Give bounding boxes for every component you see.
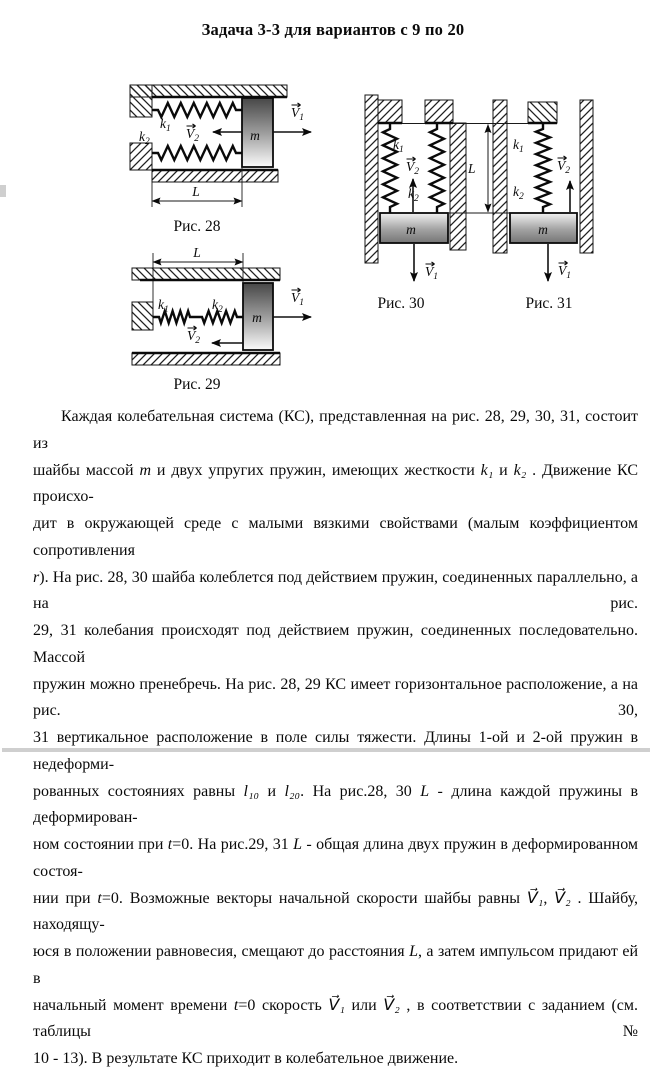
math-variable: L xyxy=(293,836,303,853)
paragraph-line-9 xyxy=(33,832,638,886)
math-variable: m xyxy=(139,461,152,479)
scan-artifact-bottom xyxy=(2,748,650,752)
text-segment: - длина каждой пружины в деформирован- xyxy=(33,782,638,827)
math-variable: t xyxy=(167,836,173,853)
paragraph-line-13 xyxy=(33,1046,638,1073)
fig31-k1-label: $k_1$ xyxy=(513,137,524,155)
fig29-left-wall xyxy=(132,302,153,330)
paragraph-line-3 xyxy=(33,511,638,565)
fig30-caption: Рис. 30 xyxy=(377,295,425,312)
fig29-v1-label xyxy=(291,288,304,308)
fig28-ceiling-wall xyxy=(130,85,287,97)
text-segment: юся в положении равновесия, смещают до расстояния xyxy=(33,943,410,960)
text-segment: - общая длина двух пружин в деформированном состоя- xyxy=(33,836,639,880)
fig30-ceiling-block-2 xyxy=(425,100,453,123)
fig30-spring-k2 xyxy=(430,123,444,213)
fig28-k2-label: $k_2$ xyxy=(139,129,150,147)
text-segment: 31 вертикальное расположение в поле силы тяжести. Длины 1-ой и 2-ой пружин в недеформи- xyxy=(33,729,638,773)
text-segment: Каждая колебательная система (КС), представленная на рис. 28, 29, 30, 31, состоит из xyxy=(33,408,638,452)
text-segment: дит в окружающей среде с малыми вязкими свойствами (малым коэффициентом сопротивления xyxy=(33,515,638,559)
text-segment: , в соответствии с заданием (см. таблицы № xyxy=(33,996,639,1041)
text-segment: . На рис.28, 30 xyxy=(300,782,421,800)
paragraph-line-8 xyxy=(33,779,638,833)
fig31-mass-label: m xyxy=(538,222,548,237)
length-label: L xyxy=(468,161,476,176)
text-segment: и xyxy=(259,782,285,800)
fig29-k1-label: $k_1$ xyxy=(158,297,169,315)
text-segment: и xyxy=(493,461,514,479)
text-segment: пружин можно пренебречь. На рис. 28, 29 КС имеет горизонтальное расположение, а на рис. 30, xyxy=(33,675,638,720)
fig31-spring-series xyxy=(536,123,550,213)
math-variable: V⃗₁ xyxy=(526,889,544,907)
fig29-spring-k1 xyxy=(153,311,196,323)
text-segment: нии при xyxy=(33,889,98,907)
math-variable: r xyxy=(33,568,40,586)
svg-text:V2: $V_2$ xyxy=(187,328,200,346)
text-segment: и двух упругих пружин, имеющих жесткости xyxy=(151,461,481,479)
math-variable: l₂₀ xyxy=(284,782,301,800)
fig28-v2-label xyxy=(186,124,199,144)
fig31-ceiling-block xyxy=(528,102,557,123)
svg-text:V2: $V_2$ xyxy=(406,159,419,177)
text-segment: начальный момент времени xyxy=(33,996,234,1014)
fig31-v1-label xyxy=(558,261,571,281)
math-variable: V⃗₁ xyxy=(328,996,345,1014)
fig28-spring-k2 xyxy=(152,146,242,160)
fig28-mass-label: m xyxy=(250,128,260,143)
text-segment: ). На рис. 28, 30 шайба колеблется под действием пружин, соединенных параллельно, а на рис. xyxy=(33,568,638,613)
fig30-mass-label: m xyxy=(406,222,416,237)
fig31-left-wall xyxy=(493,100,507,253)
text-segment: ном состоянии при xyxy=(33,836,168,853)
paragraph-line-4 xyxy=(33,565,638,619)
svg-text:V1: $V_1$ xyxy=(558,263,571,281)
fig29-ceiling-wall xyxy=(132,268,280,280)
fig28-length-label: L xyxy=(192,184,200,199)
figure-30 xyxy=(365,95,466,312)
figure-28 xyxy=(130,85,311,235)
svg-text:V2: $V_2$ xyxy=(557,158,570,176)
scan-artifact-left xyxy=(0,185,6,197)
fig30-right-column xyxy=(450,123,466,250)
text-segment: . Движение КС происхо- xyxy=(33,461,638,506)
math-variable: t xyxy=(97,889,102,907)
figure-31 xyxy=(493,100,593,312)
paragraph-line-11 xyxy=(33,939,638,993)
fig31-k2-label: $k_2$ xyxy=(513,184,524,202)
math-variable: k₁ xyxy=(480,461,494,479)
fig31-right-wall xyxy=(580,100,593,253)
fig29-k2-label: $k_2$ xyxy=(212,297,223,315)
problem-paragraph xyxy=(0,404,666,1073)
paragraph-line-10 xyxy=(33,886,638,940)
fig29-caption: Рис. 29 xyxy=(173,376,221,393)
math-variable: L xyxy=(409,943,418,960)
fig30-k1-label: $k_1$ xyxy=(393,137,404,155)
paragraph-line-5 xyxy=(33,618,638,672)
fig29-floor-wall xyxy=(132,353,280,365)
svg-text:V1: $V_1$ xyxy=(425,264,438,282)
math-variable: V⃗₂ xyxy=(383,996,400,1014)
fig30-v1-label xyxy=(425,262,438,282)
paragraph-line-6 xyxy=(33,672,638,726)
text-segment: шайбы массой xyxy=(33,461,140,479)
figure-29 xyxy=(132,245,311,393)
text-segment: , xyxy=(543,889,555,907)
math-variable: t xyxy=(233,996,239,1014)
svg-text:V1: $V_1$ xyxy=(291,290,304,308)
fig30-v2-label xyxy=(406,157,419,177)
math-variable: k₂ xyxy=(513,461,527,479)
text-segment: , а затем импульсом придают ей в xyxy=(33,943,638,987)
fig30-left-wall xyxy=(365,95,378,263)
fig28-floor-wall xyxy=(152,170,278,182)
page-title: Задача 3-3 для вариантов с 9 по 20 xyxy=(201,20,465,39)
math-variable: V⃗₂ xyxy=(554,889,571,907)
math-variable: L xyxy=(420,782,430,800)
text-segment: . Шайбу, находящу- xyxy=(33,889,639,934)
text-segment: =0. На рис.29, 31 xyxy=(172,836,294,853)
fig28-v1-label xyxy=(291,103,304,123)
text-segment: =0. Возможные векторы начальной скорости шайбы равны xyxy=(101,889,527,907)
fig31-v2-label xyxy=(557,156,570,176)
fig29-mass-label: m xyxy=(252,310,262,325)
fig31-caption: Рис. 31 xyxy=(525,295,573,312)
fig28-caption: Рис. 28 xyxy=(173,218,221,235)
fig29-length-label: L xyxy=(193,245,201,260)
text-segment: 29, 31 колебания происходят под действием пружин, соединенных последовательно. Массой xyxy=(33,622,638,666)
fig28-left-lower-wall xyxy=(130,143,152,170)
fig28-left-upper-wall xyxy=(130,85,152,117)
text-segment: рованных состояниях равны xyxy=(33,782,244,800)
math-variable: l₁₀ xyxy=(243,782,260,800)
fig28-k1-label: $k_1$ xyxy=(160,116,171,134)
fig29-v2-label xyxy=(187,326,200,346)
figures-canvas xyxy=(0,60,666,402)
paragraph-line-12 xyxy=(33,993,638,1047)
fig30-k2-label: $k_2$ xyxy=(408,186,419,204)
text-segment: =0 скорость xyxy=(238,996,329,1014)
paragraph-line-2 xyxy=(33,458,638,512)
paragraph-line-1 xyxy=(33,404,638,458)
svg-text:V1: $V_1$ xyxy=(291,105,304,123)
fig28-spring-k1 xyxy=(152,103,242,117)
text-segment: или xyxy=(344,996,384,1014)
svg-text:V2: $V_2$ xyxy=(186,126,199,144)
text-segment: 10 - 13). В результате КС приходит в колебательное движение. xyxy=(33,1050,459,1067)
fig30-ceiling-block-1 xyxy=(378,100,402,123)
